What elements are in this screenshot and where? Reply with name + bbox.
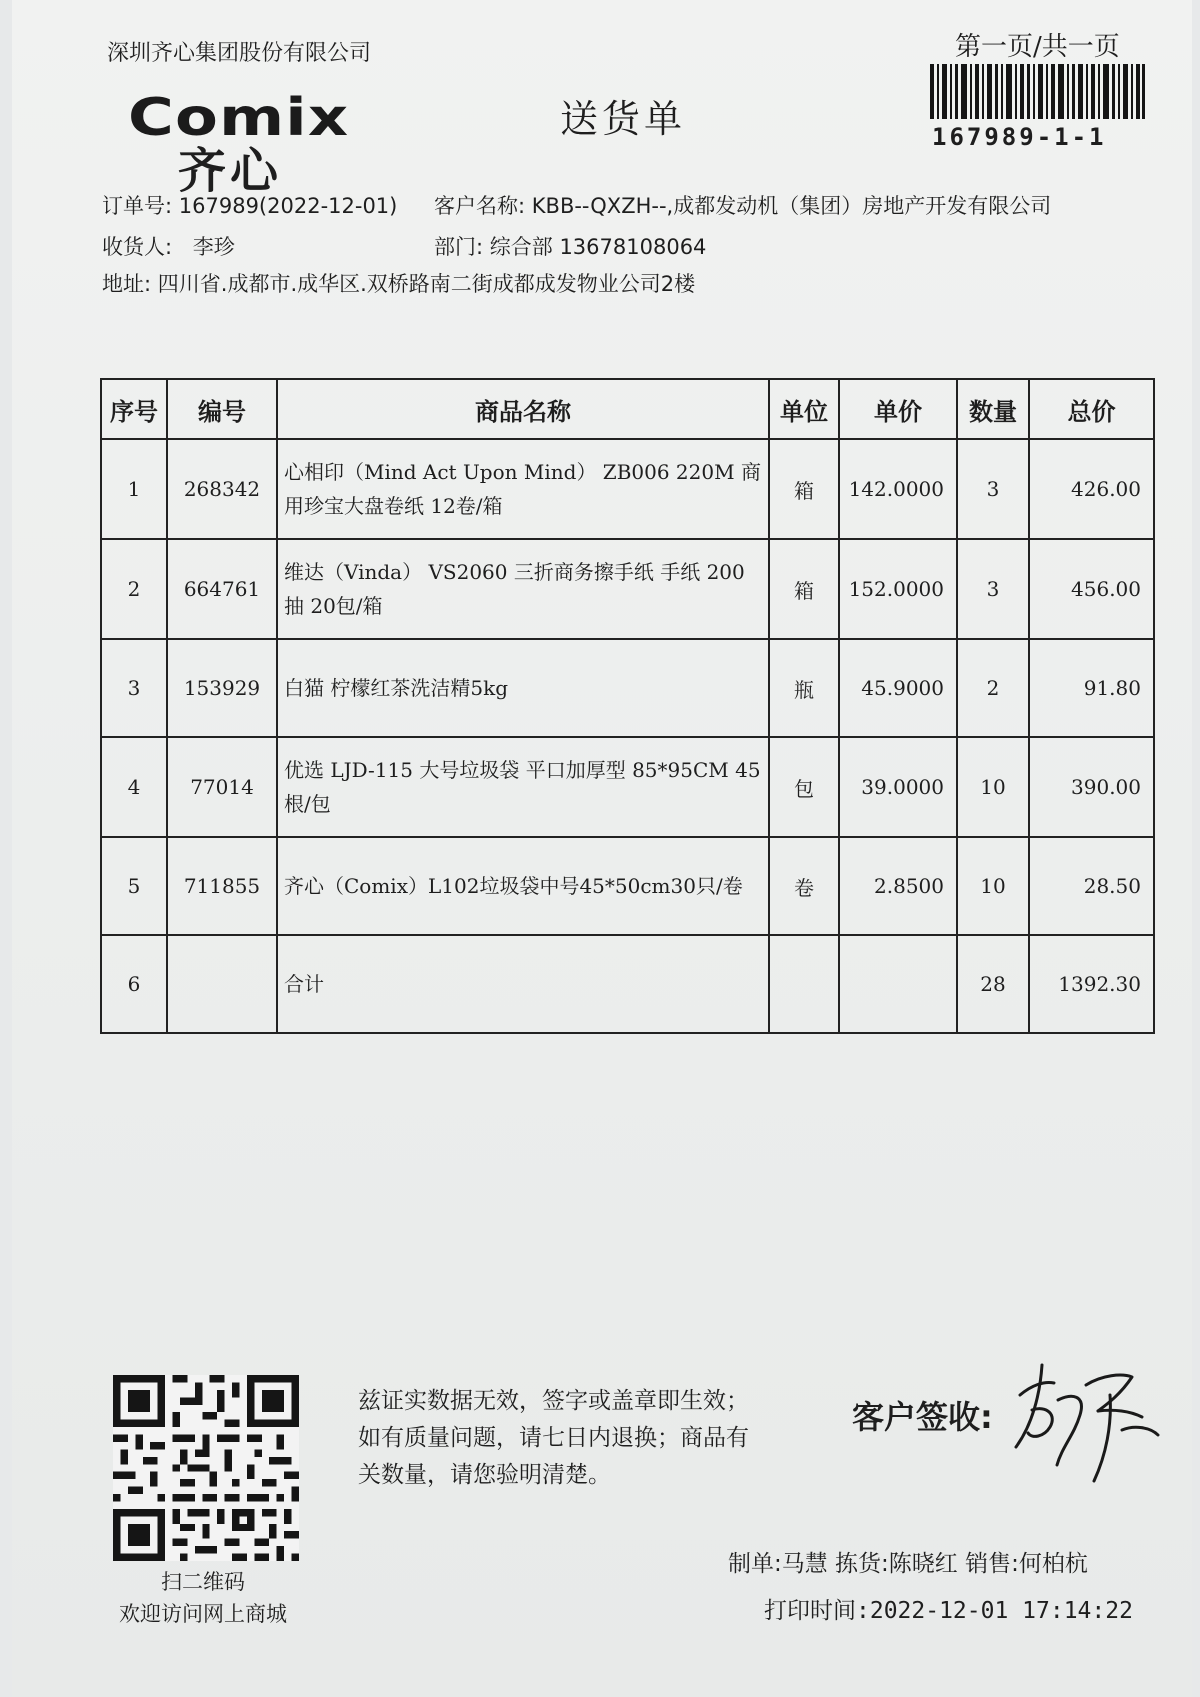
cell-code: 664761 [167, 539, 277, 639]
cell-total: 1392.30 [1029, 935, 1154, 1033]
document-title: 送货单 [560, 97, 687, 141]
customer-signature [1002, 1355, 1162, 1485]
logo-text-en: Comix [128, 88, 350, 148]
cell-qty: 10 [957, 737, 1029, 837]
qr-caption [98, 1566, 308, 1630]
cell-price [839, 935, 957, 1033]
table-row [101, 837, 1154, 935]
qr-caption-line-2: 欢迎访问网上商城 [119, 1602, 287, 1626]
cell-qty: 10 [957, 837, 1029, 935]
cell-price: 45.9000 [839, 639, 957, 737]
receiver-value: 李珍 [192, 235, 235, 259]
cell-unit: 瓶 [769, 639, 839, 737]
receiver-label: 收货人: [102, 235, 173, 259]
comix-logo [128, 88, 350, 199]
customer-value: KBB--QXZH--,成都发动机（集团）房地产开发有限公司 [531, 194, 1052, 218]
cell-name: 白猫 柠檬红茶洗洁精5kg [277, 639, 769, 737]
company-name: 深圳齐心集团股份有限公司 [107, 41, 372, 66]
address-label: 地址: [102, 272, 152, 296]
cell-qty: 2 [957, 639, 1029, 737]
cell-total: 426.00 [1029, 439, 1154, 539]
cell-unit: 箱 [769, 539, 839, 639]
cell-qty: 3 [957, 539, 1029, 639]
col-header-unit: 单位 [769, 379, 839, 439]
department-value: 综合部 13678108064 [489, 235, 707, 259]
table-header-row [101, 379, 1154, 439]
cell-code: 153929 [167, 639, 277, 737]
customer-sign-label: 客户签收: [852, 1398, 993, 1436]
col-header-qty: 数量 [957, 379, 1029, 439]
col-header-no: 序号 [101, 379, 167, 439]
department-label: 部门: [434, 235, 484, 259]
order-number [102, 190, 397, 220]
cell-price: 39.0000 [839, 737, 957, 837]
cell-price: 142.0000 [839, 439, 957, 539]
col-header-price: 单价 [839, 379, 957, 439]
cell-total: 28.50 [1029, 837, 1154, 935]
cell-price: 152.0000 [839, 539, 957, 639]
items-table [100, 378, 1155, 1034]
cell-no: 5 [101, 837, 167, 935]
cell-code: 268342 [167, 439, 277, 539]
notice-text: 兹证实数据无效，签字或盖章即生效；如有质量问题，请七日内退换；商品有关数量，请您验明清楚。 [358, 1388, 749, 1488]
table-row [101, 439, 1154, 539]
order-number-label: 订单号: [102, 194, 173, 218]
table-row [101, 639, 1154, 737]
address [102, 268, 695, 298]
page-indicator: 第一页/共一页 [955, 32, 1120, 62]
cell-unit: 包 [769, 737, 839, 837]
cell-price: 2.8500 [839, 837, 957, 935]
cell-no: 3 [101, 639, 167, 737]
table-row [101, 539, 1154, 639]
print-time: 打印时间:2022-12-01 17:14:22 [764, 1598, 1133, 1624]
cell-code: 711855 [167, 837, 277, 935]
cell-code: 77014 [167, 737, 277, 837]
cell-no: 4 [101, 737, 167, 837]
cell-total: 91.80 [1029, 639, 1154, 737]
cell-name: 心相印（Mind Act Upon Mind） ZB006 220M 商用珍宝大盘卷纸 12卷/箱 [277, 439, 769, 539]
staff-line: 制单:马慧 拣货:陈晓红 销售:何柏杭 [728, 1551, 1088, 1577]
cell-name: 优选 LJD-115 大号垃圾袋 平口加厚型 85*95CM 45根/包 [277, 737, 769, 837]
department [434, 231, 706, 261]
cell-name: 合计 [277, 935, 769, 1033]
cell-qty: 3 [957, 439, 1029, 539]
cell-no: 6 [101, 935, 167, 1033]
barcode [930, 64, 1145, 119]
col-header-total: 总价 [1029, 379, 1154, 439]
qr-caption-line-1: 扫二维码 [161, 1570, 245, 1594]
cell-unit [769, 935, 839, 1033]
cell-no: 2 [101, 539, 167, 639]
col-header-code: 编号 [167, 379, 277, 439]
order-number-value: 167989(2022-12-01) [178, 194, 398, 218]
cell-unit: 卷 [769, 837, 839, 935]
cell-qty: 28 [957, 935, 1029, 1033]
table-row [101, 737, 1154, 837]
receiver [102, 231, 235, 261]
table-total-row [101, 935, 1154, 1033]
cell-code [167, 935, 277, 1033]
cell-name: 维达（Vinda） VS2060 三折商务擦手纸 手纸 200抽 20包/箱 [277, 539, 769, 639]
barcode-number: 167989-1-1 [932, 123, 1107, 151]
cell-unit: 箱 [769, 439, 839, 539]
address-value: 四川省.成都市.成华区.双桥路南二街成都成发物业公司2楼 [157, 272, 696, 296]
customer-label: 客户名称: [434, 194, 526, 218]
logo-text-cn: 齐心 [178, 143, 283, 199]
qr-code-icon [113, 1375, 299, 1561]
cell-name: 齐心（Comix）L102垃圾袋中号45*50cm30只/卷 [277, 837, 769, 935]
customer-name [434, 190, 1051, 220]
col-header-name: 商品名称 [277, 379, 769, 439]
delivery-note-paper [12, 0, 1192, 1697]
cell-total: 390.00 [1029, 737, 1154, 837]
cell-total: 456.00 [1029, 539, 1154, 639]
cell-no: 1 [101, 439, 167, 539]
